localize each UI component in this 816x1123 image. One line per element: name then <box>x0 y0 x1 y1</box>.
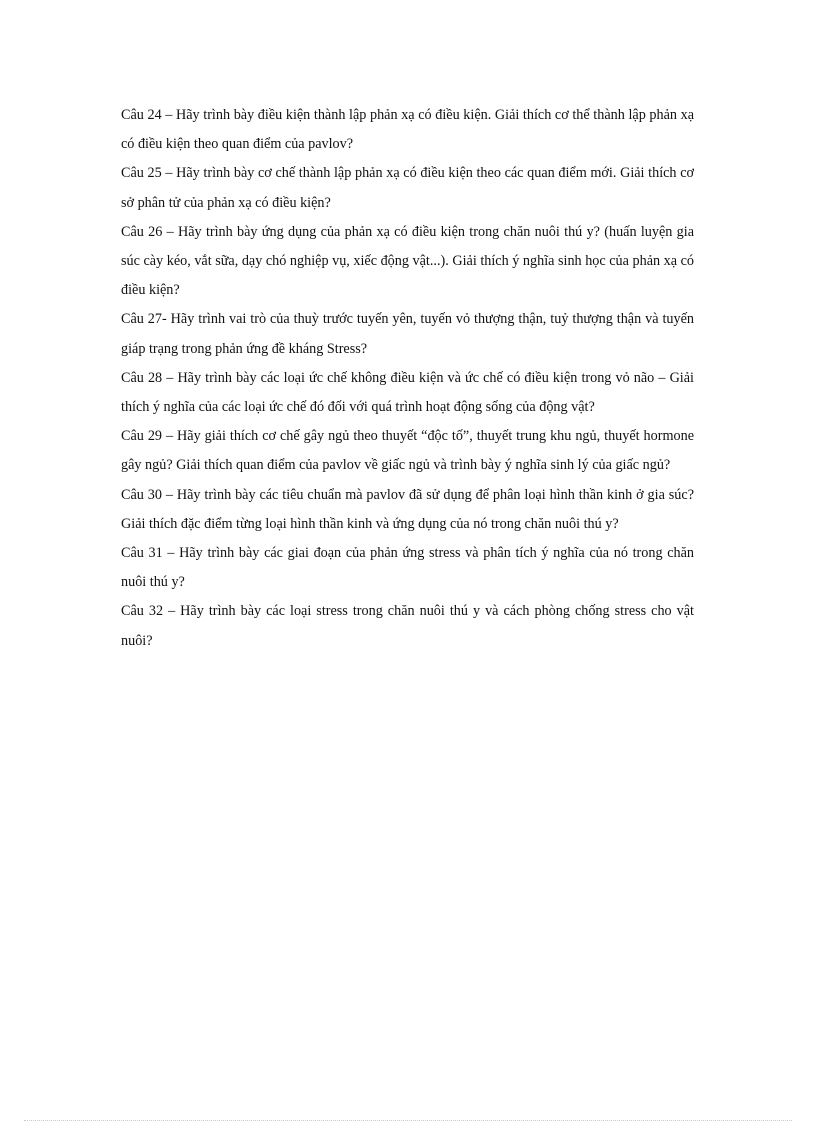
question-24: Câu 24 – Hãy trình bày điều kiện thành lập phản xạ có điều kiện. Giải thích cơ thể thành lập phản xạ có điều kiện theo quan điểm của pavlov? <box>121 107 694 153</box>
question-list <box>121 101 694 656</box>
question-26: Câu 26 – Hãy trình bày ứng dụng của phản xạ có điều kiện trong chăn nuôi thú y? (huấn luyện gia súc cày kéo, vắt sữa, dạy chó nghiệp vụ, xiếc động vật...). Giải thích ý nghĩa sinh học của phản xạ có điều kiện? <box>121 223 694 299</box>
question-27: Câu 27- Hãy trình vai trò của thuỳ trước tuyến yên, tuyến vỏ thượng thận, tuỷ thượng thận và tuyến giáp trạng trong phản ứng đề kháng Stress? <box>121 311 694 357</box>
question-31: Câu 31 – Hãy trình bày các giai đoạn của phản ứng stress và phân tích ý nghĩa của nó trong chăn nuôi thú y? <box>121 545 694 591</box>
question-25: Câu 25 – Hãy trình bày cơ chế thành lập phản xạ có điều kiện theo các quan điểm mới. Giải thích cơ sở phân tử của phản xạ có điều kiện? <box>121 165 694 211</box>
page-bottom-divider <box>24 1120 792 1121</box>
question-29: Câu 29 – Hãy giải thích cơ chế gây ngủ theo thuyết “độc tố”, thuyết trung khu ngủ, thuyết hormone gây ngủ? Giải thích quan điểm của pavlov về giấc ngủ và trình bày ý nghĩa sinh lý của giấc ngủ? <box>121 428 694 474</box>
question-32: Câu 32 – Hãy trình bày các loại stress trong chăn nuôi thú y và cách phòng chống stress cho vật nuôi? <box>121 603 694 649</box>
question-30: Câu 30 – Hãy trình bày các tiêu chuẩn mà pavlov đã sử dụng để phân loại hình thần kinh ở gia súc? Giải thích đặc điểm từng loại hình thần kinh và ứng dụng của nó trong chăn nuôi thú y? <box>121 486 694 532</box>
question-28: Câu 28 – Hãy trình bày các loại ức chế không điều kiện và ức chế có điều kiện trong vỏ não – Giải thích ý nghĩa của các loại ức chế đó đối với quá trình hoạt động sống của động vật? <box>121 369 694 416</box>
